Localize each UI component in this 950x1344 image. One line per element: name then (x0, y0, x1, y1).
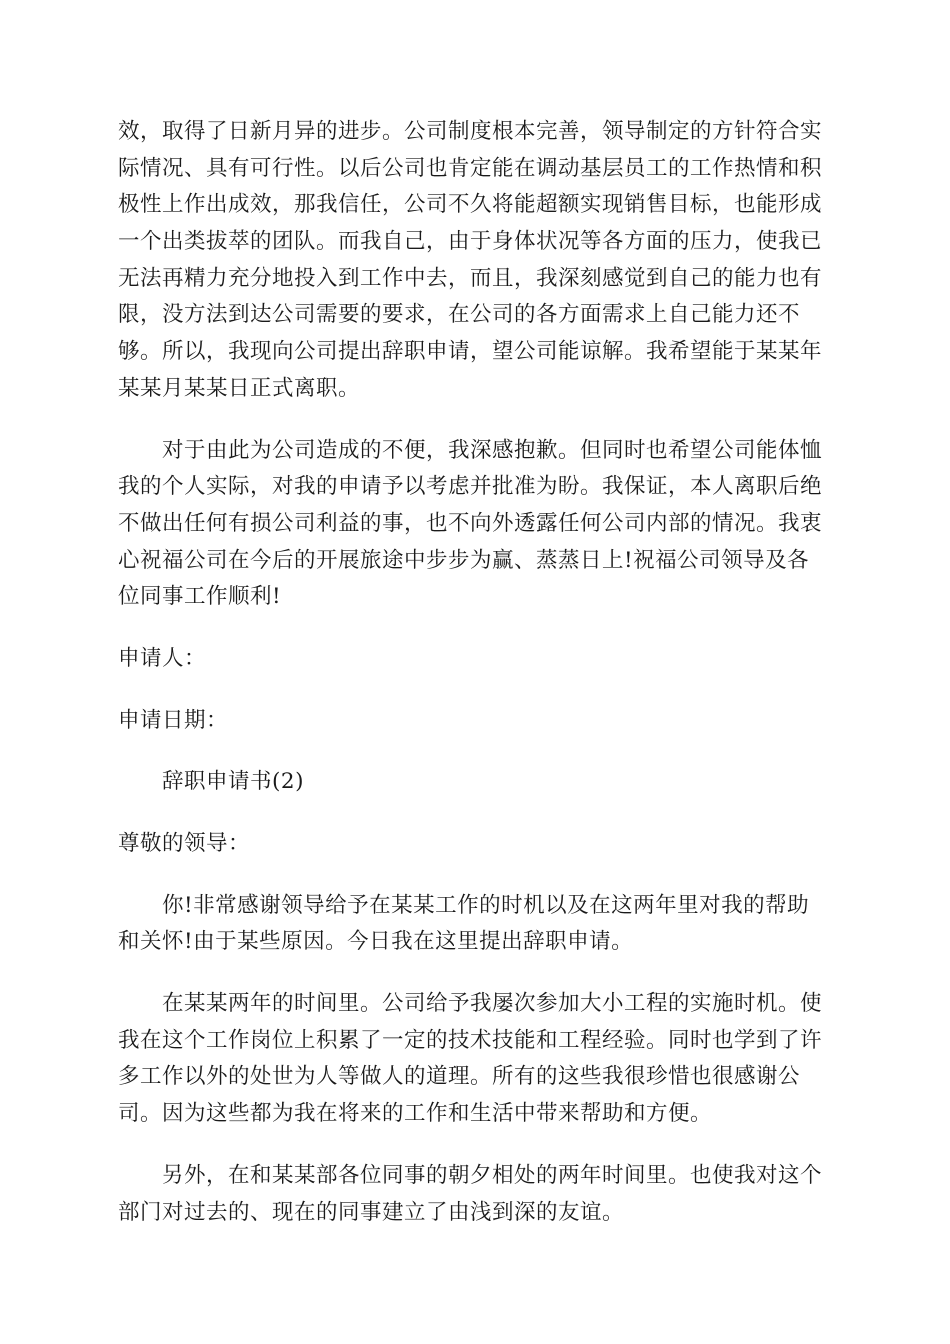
paragraph-5 (118, 1158, 836, 1231)
applicant-label: 申请人： (118, 645, 207, 671)
text-line: 够。所以，我现向公司提出辞职申请，望公司能谅解。我希望能于某某年 (118, 339, 823, 365)
text-line: 我在这个工作岗位上积累了一定的技术技能和工程经验。同时也学到了许 (118, 1027, 823, 1053)
text-line: 心祝福公司在今后的开展旅途中步步为赢、蒸蒸日上!祝福公司领导及各 (118, 547, 810, 573)
salutation: 尊敬的领导： (118, 831, 251, 856)
text-line: 无法再精力充分地投入到工作中去，而且，我深刻感觉到自己的能力也有 (118, 265, 823, 291)
paragraph-2 (118, 433, 836, 616)
text-line: 我的个人实际，对我的申请予以考虑并批准为盼。我保证，本人离职后绝 (118, 474, 823, 500)
text-line: 另外，在和某某部各位同事的朝夕相处的两年时间里。也使我对这个 (162, 1162, 823, 1188)
text-line: 部门对过去的、现在的同事建立了由浅到深的友谊。 (118, 1199, 625, 1225)
text-line: 某某月某某日正式离职。 (118, 375, 361, 401)
document-page (118, 114, 836, 1231)
date-label: 申请日期： (118, 707, 229, 733)
text-line: 际情况、具有可行性。以后公司也肯定能在调动基层员工的工作热情和积 (118, 155, 823, 181)
text-line: 在某某两年的时间里。公司给予我屡次参加大小工程的实施时机。使 (162, 991, 823, 1017)
text-line: 位同事工作顺利! (118, 584, 282, 610)
paragraph-1 (118, 114, 836, 408)
text-line: 和关怀!由于某些原因。今日我在这里提出辞职申请。 (118, 929, 634, 955)
text-line: 一个出类拔萃的团队。而我自己，由于身体状况等各方面的压力，使我已 (118, 229, 823, 255)
paragraph-4 (118, 986, 836, 1133)
text-line: 限，没方法到达公司需要的要求，在公司的各方面需求上自己能力还不 (118, 302, 801, 328)
section-title: 辞职申请书(2) (162, 769, 304, 795)
text-line: 多工作以外的处世为人等做人的道理。所有的这些我很珍惜也很感谢公 (118, 1064, 801, 1090)
text-line: 对于由此为公司造成的不便，我深感抱歉。但同时也希望公司能体恤 (162, 437, 823, 463)
paragraph-3 (118, 888, 836, 961)
text-line: 极性上作出成效，那我信任，公司不久将能超额实现销售目标，也能形成 (118, 192, 823, 218)
text-line: 不做出任何有损公司利益的事，也不向外透露任何公司内部的情况。我衷 (118, 510, 823, 536)
text-line: 司。因为这些都为我在将来的工作和生活中带来帮助和方便。 (118, 1101, 713, 1127)
text-line: 效，取得了日新月异的进步。公司制度根本完善，领导制定的方针符合实 (118, 119, 823, 144)
text-line: 你!非常感谢领导给予在某某工作的时机以及在这两年里对我的帮助 (162, 892, 810, 918)
